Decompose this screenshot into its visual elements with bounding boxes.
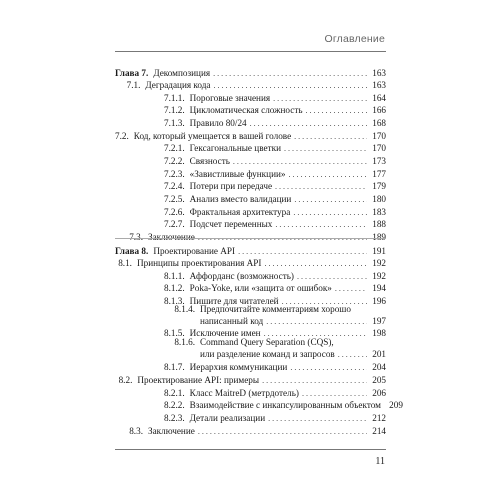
toc-entry-page: 188 <box>372 219 386 229</box>
dot-leader <box>290 362 367 373</box>
toc-entry[interactable] <box>164 271 386 282</box>
toc-entry-number: 8.1.4. <box>174 304 195 314</box>
toc-entry-number: 7.2.1. <box>164 143 185 153</box>
dot-leader <box>273 93 367 104</box>
toc-entry-page: 214 <box>372 426 386 436</box>
toc-entry[interactable] <box>164 283 386 294</box>
dot-leader <box>266 316 367 327</box>
toc-entry-number: 7.2.6. <box>164 207 185 217</box>
toc-entry-title: Принципы проектирования API <box>136 258 262 268</box>
dot-leader <box>275 181 367 192</box>
dot-leader <box>250 118 367 129</box>
toc-entry-page: 206 <box>372 388 386 398</box>
toc-entry-number: 8.1.1. <box>164 271 185 281</box>
toc-entry[interactable] <box>164 169 386 180</box>
toc-entry-number: 7.2.3. <box>164 169 185 179</box>
toc-entry-number: 8.1.7. <box>164 362 185 372</box>
toc-entry-number: 7.2. <box>115 131 129 141</box>
dot-leader <box>294 131 367 142</box>
toc-entry-number: 7.1. <box>126 80 141 90</box>
dot-leader <box>262 375 367 386</box>
toc-entry[interactable] <box>115 426 386 437</box>
toc-entry[interactable] <box>164 143 386 154</box>
toc-entry-number: 7.2.7. <box>164 219 185 229</box>
toc-entry[interactable] <box>115 80 386 91</box>
toc-entry-page: 189 <box>372 232 386 242</box>
toc-entry-title-line1: Command Query Separation (CQS), <box>200 337 334 347</box>
running-header: Оглавление <box>324 33 385 45</box>
dot-leader <box>275 219 367 230</box>
toc-entry[interactable] <box>164 118 386 129</box>
toc-entry-number: 7.3. <box>129 232 143 242</box>
toc-entry[interactable] <box>164 362 386 373</box>
toc-entry-number: 8.1.6. <box>174 337 195 347</box>
toc-entry-title: Деградация кода <box>145 80 211 90</box>
toc-entry[interactable] <box>164 194 386 205</box>
toc-entry-page: 197 <box>372 316 386 326</box>
toc-entry-number: 8.3. <box>129 426 143 436</box>
toc-entry[interactable] <box>164 388 386 399</box>
toc-entry-number: 8.1. <box>118 258 132 268</box>
toc-entry[interactable] <box>164 181 386 192</box>
toc-entry-number: 8.1.5. <box>164 328 185 338</box>
dot-leader <box>213 80 367 91</box>
dot-leader <box>338 349 367 360</box>
toc-entry-number: 7.2.2. <box>164 156 185 166</box>
toc-entry-title: Класс MaitreD (метрдотель) <box>189 388 299 398</box>
toc-entry-number: 7.1.1. <box>164 93 185 103</box>
toc-entry-page: 180 <box>372 194 386 204</box>
toc-entry-number: Глава 8. <box>115 246 149 256</box>
toc-entry-page: 170 <box>372 131 386 141</box>
toc-entry-title: Анализ вместо валидации <box>189 194 292 204</box>
toc-entry-number: 8.1.2. <box>164 283 185 293</box>
toc-entry[interactable] <box>200 316 386 327</box>
dot-leader <box>264 258 367 269</box>
toc-entry-page: 192 <box>372 271 386 281</box>
chapter-separator <box>115 238 386 239</box>
toc-entry-page: 170 <box>372 143 386 153</box>
dot-leader <box>294 194 367 205</box>
toc-entry-page: 173 <box>372 156 386 166</box>
toc-entry-page: 204 <box>372 362 386 372</box>
dot-leader <box>335 283 367 294</box>
toc-entry-title: Проектирование API: примеры <box>137 375 260 385</box>
toc-entry[interactable] <box>164 207 386 218</box>
toc-entry-number: 8.1.3. <box>164 296 185 306</box>
toc-entry-page: 196 <box>372 296 386 306</box>
toc-entry-page: 177 <box>372 169 386 179</box>
toc-entry-page: 183 <box>372 207 386 217</box>
toc-chapter[interactable] <box>115 68 386 79</box>
toc-entry-page: 194 <box>372 283 386 293</box>
toc-entry[interactable] <box>115 375 386 386</box>
dot-leader <box>268 413 367 424</box>
toc-entry[interactable] <box>164 400 403 411</box>
toc-entry-title: Poka-Yoke, или «защита от ошибок» <box>189 283 332 293</box>
toc-entry-title: Заключение <box>147 232 195 242</box>
dot-leader <box>213 68 367 79</box>
toc-entry-title: Потери при передаче <box>189 181 273 191</box>
dot-leader <box>233 156 367 167</box>
toc-entry-number: 8.2.2. <box>164 400 185 410</box>
toc-entry-number: 7.1.2. <box>164 105 185 115</box>
toc-entry[interactable] <box>164 105 386 116</box>
toc-entry-title: Пороговые значения <box>189 93 271 103</box>
toc-entry-page: 209 <box>389 400 403 410</box>
toc-entry[interactable] <box>164 219 386 230</box>
toc-entry-page: 201 <box>372 349 386 359</box>
toc-entry-title: Исключение имен <box>189 328 261 338</box>
toc-entry-title: Пишите для читателей <box>189 296 279 306</box>
dot-leader <box>302 388 367 399</box>
toc-entry-page: 168 <box>372 118 386 128</box>
toc-entry-page: 191 <box>372 246 386 256</box>
dot-leader <box>289 169 368 180</box>
toc-entry-title: Декомпозиция <box>153 68 211 78</box>
toc-entry-page: 198 <box>372 328 386 338</box>
toc-entry-title-line1: Предпочитайте комментариям хорошо <box>200 304 351 314</box>
toc-entry-title: Взаимодействие с инкапсулированным объектом <box>189 400 381 410</box>
dot-leader <box>198 426 367 437</box>
toc-entry[interactable] <box>164 93 386 104</box>
toc-entry-title: Подсчет переменных <box>189 219 273 229</box>
page-number: 11 <box>375 456 385 467</box>
toc-entry-number: 8.2.3. <box>164 413 185 423</box>
toc-entry-title: Связность <box>189 156 230 166</box>
toc-entry-title: Правило 80/24 <box>189 118 247 128</box>
toc-entry-title: Заключение <box>147 426 195 436</box>
toc-entry-page: 192 <box>372 258 386 268</box>
toc-entry-number: 7.1.3. <box>164 118 185 128</box>
toc-entry-title: Код, который умещается в вашей голове <box>133 131 292 141</box>
toc-entry-page: 166 <box>372 105 386 115</box>
dot-leader <box>297 271 367 282</box>
toc-entry-title: Фрактальная архитектура <box>189 207 291 217</box>
toc-entry-title: Иерархия коммуникации <box>189 362 288 372</box>
toc-entry-page: 179 <box>372 181 386 191</box>
toc-chapter[interactable] <box>115 246 386 257</box>
footer-rule <box>115 449 386 450</box>
dot-leader <box>306 105 367 116</box>
toc-entry-number: 7.2.4. <box>164 181 185 191</box>
toc-entry-title: Гексагональные цветки <box>189 143 281 153</box>
toc-entry[interactable] <box>115 131 386 142</box>
toc-entry[interactable] <box>164 156 386 167</box>
toc-entry-title: написанный код <box>200 316 264 326</box>
toc-entry-title: Цикломатическая сложность <box>189 105 303 115</box>
toc-entry[interactable] <box>164 413 386 424</box>
dot-leader <box>284 143 367 154</box>
toc-entry-page: 163 <box>372 80 386 90</box>
toc-entry-number: 8.2. <box>118 375 133 385</box>
toc-entry-title: Проектирование API <box>153 246 236 256</box>
toc-entry-page: 163 <box>372 68 386 78</box>
toc-entry-page: 164 <box>372 93 386 103</box>
toc-entry[interactable] <box>200 349 386 360</box>
dot-leader <box>238 246 367 257</box>
toc-entry[interactable] <box>115 258 386 269</box>
toc-entry-number: 7.2.5. <box>164 194 185 204</box>
toc-entry-page: 212 <box>372 413 386 423</box>
toc-entry-title: «Завистливые функции» <box>189 169 286 179</box>
toc-entry-number: 8.2.1. <box>164 388 185 398</box>
toc-entry-title: Детали реализации <box>189 413 266 423</box>
toc-entry-page: 205 <box>372 375 386 385</box>
dot-leader <box>293 207 367 218</box>
toc-entry-title: или разделение команд и запросов <box>200 349 335 359</box>
toc-entry-title: Аффорданс (возможность) <box>189 271 294 281</box>
toc-entry-number: Глава 7. <box>115 68 149 78</box>
